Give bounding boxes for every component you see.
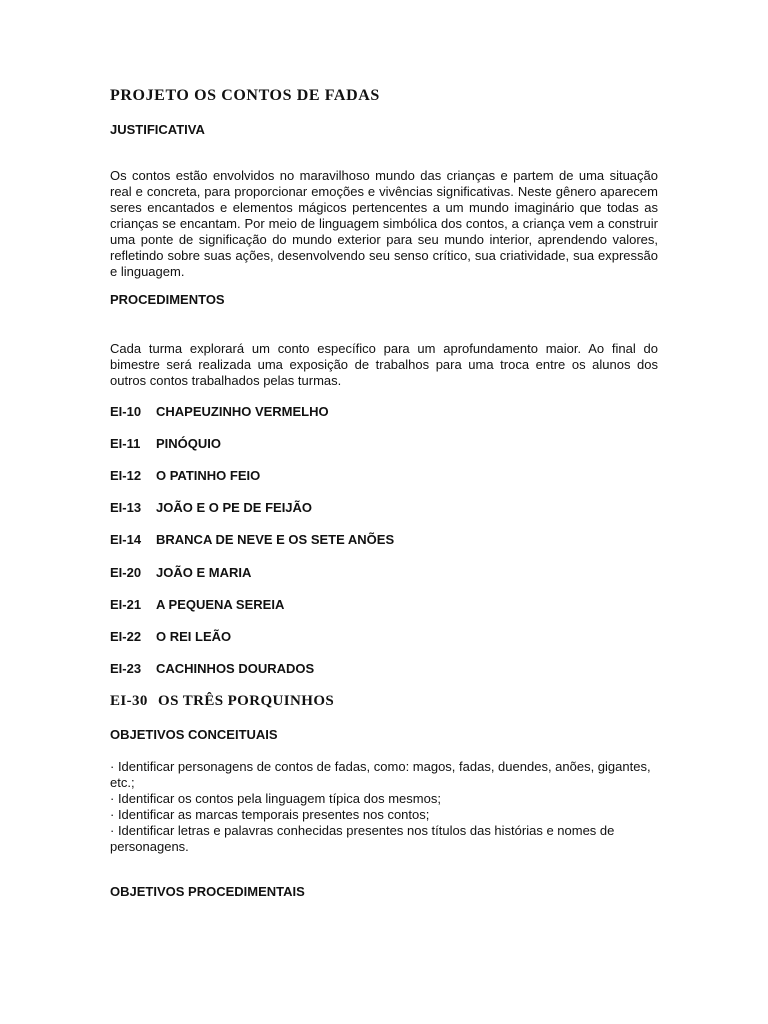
justificativa-heading: JUSTIFICATIVA xyxy=(110,122,205,137)
turma-code: EI-11 xyxy=(110,436,141,451)
list-item: · Identificar personagens de contos de fadas, como: magos, fadas, duendes, anões, gigantes, etc.; xyxy=(110,759,651,790)
turma-story: CACHINHOS DOURADOS xyxy=(156,661,315,676)
turma-story: A PEQUENA SEREIA xyxy=(156,597,285,612)
turma-story: O REI LEÃO xyxy=(156,629,232,644)
turma-item xyxy=(110,404,329,419)
turma-item xyxy=(110,661,314,676)
objetivos-conceituais-list xyxy=(110,759,658,855)
turma-item xyxy=(110,629,231,644)
turma-item xyxy=(110,436,221,451)
procedimentos-heading: PROCEDIMENTOS xyxy=(110,292,225,307)
turma-item xyxy=(110,500,312,515)
list-item: · Identificar as marcas temporais presentes nos contos; xyxy=(110,807,430,822)
document-title: PROJETO OS CONTOS DE FADAS xyxy=(110,87,380,104)
turma-story: O PATINHO FEIO xyxy=(156,468,261,483)
turma-story: JOÃO E MARIA xyxy=(156,565,252,580)
turma-code: EI-23 xyxy=(110,661,142,676)
turma-story: CHAPEUZINHO VERMELHO xyxy=(156,404,329,419)
objetivos-conceituais-heading: OBJETIVOS CONCEITUAIS xyxy=(110,727,278,742)
turma-code: EI-10 xyxy=(110,404,142,419)
objetivos-procedimentais-heading: OBJETIVOS PROCEDIMENTAIS xyxy=(110,884,305,899)
turma-code: EI-20 xyxy=(110,565,142,580)
turma-item xyxy=(110,532,394,547)
justificativa-paragraph: Os contos estão envolvidos no maravilhoso mundo das crianças e partem de uma situação real e concreta, para proporcionar emoções e vivências significativas. Neste gênero aparecem seres encantados e elementos mágicos pertencentes a um mundo imaginário que todas as crianças se encantam. Por meio de linguagem simbólica dos contos, a criança vem a construir uma ponte de significação do mundo exterior para seu mundo interior, aprendendo valores, refletindo sobre suas ações, desenvolvendo seu senso crítico, sua criatividade, sua expressão e linguagem. xyxy=(110,168,658,279)
turma-item xyxy=(110,565,251,580)
turma-code: EI-12 xyxy=(110,468,142,483)
turma-item xyxy=(110,597,284,612)
turma-story: PINÓQUIO xyxy=(156,436,222,451)
turma-code: EI-14 xyxy=(110,532,142,547)
turma-code: EI-21 xyxy=(110,597,142,612)
turma-story: BRANCA DE NEVE E OS SETE ANÕES xyxy=(156,532,395,547)
list-item: · Identificar os contos pela linguagem típica dos mesmos; xyxy=(110,791,441,806)
turma-code: EI-22 xyxy=(110,629,142,644)
list-item: · Identificar letras e palavras conhecidas presentes nos títulos das histórias e nomes de personagens. xyxy=(110,823,615,854)
turma-item xyxy=(110,468,260,483)
turma-code: EI-30 xyxy=(110,693,148,709)
turma-story: OS TRÊS PORQUINHOS xyxy=(158,693,335,709)
turma-code: EI-13 xyxy=(110,500,142,515)
procedimentos-paragraph: Cada turma explorará um conto específico para um aprofundamento maior. Ao final do bimestre será realizada uma exposição de trabalhos para uma troca entre os alunos dos outros contos trabalhados pelas turmas. xyxy=(110,341,658,388)
turma-story: JOÃO E O PE DE FEIJÃO xyxy=(156,500,313,515)
turma-item xyxy=(110,693,334,710)
